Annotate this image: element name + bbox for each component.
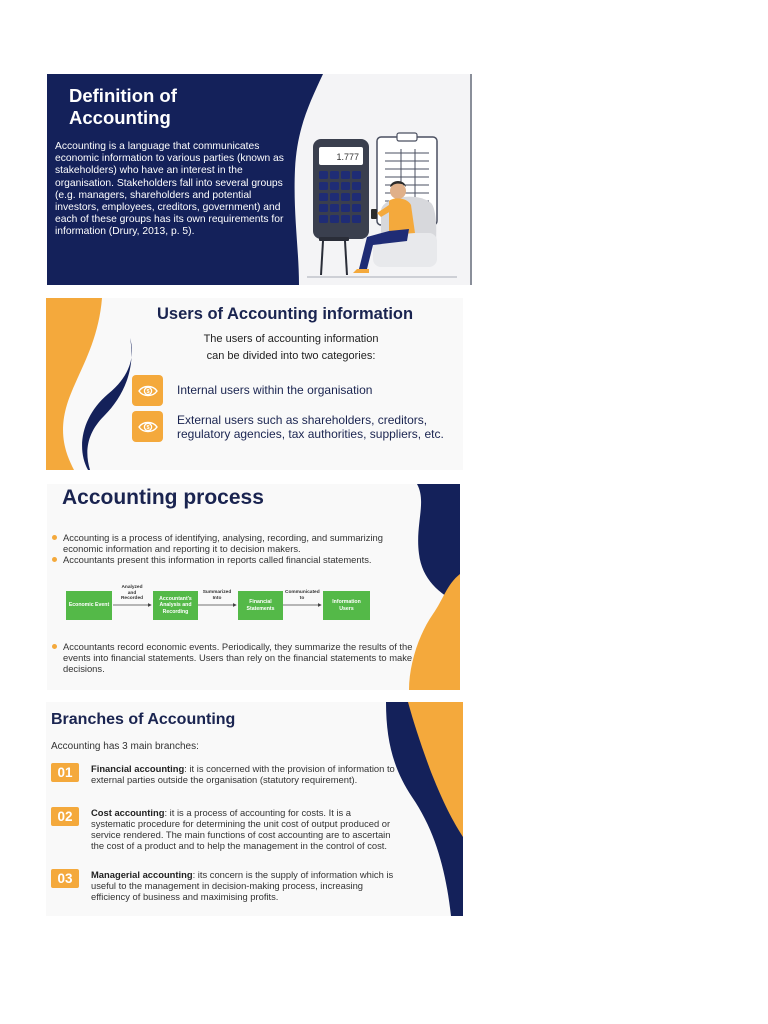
bullet-list [51,641,413,674]
branch-item [51,807,396,851]
flow-label-summarized: Summarized Into [202,590,232,601]
flow-label-analyzed: Analyzed and Recorded [120,585,144,602]
list-item [132,411,463,442]
flow-label-communicated: Communicated to [285,590,320,601]
flow-box-financial-statements: Financial Statements [238,591,283,620]
item-text: Internal users within the organisation [177,383,373,397]
bullet-item: Accountants record economic events. Periodically, they summarize the results of the events into financial statements. Users than rely on the financial statements to make decisions. [51,641,413,674]
bullet-item: Accountants present this information in reports called financial statements. [51,554,413,565]
item-text: External users such as shareholders, creditors, regulatory agencies, tax authorities, suppliers, etc. [177,413,444,441]
slide-subtitle: The users of accounting information can be divided into two categories: [203,333,379,362]
branch-number: 02 [51,807,79,826]
slide-title: Users of Accounting information [157,305,414,323]
branch-text: Cost accounting: it is a process of accounting for costs. It is a systematic procedure for determining the unit cost of output produced or service rendered. The main functions of cost accounting are to ascertain the cost of a product and to help the management in the control of cost. [91,807,391,851]
branch-number: 03 [51,869,79,888]
branch-text: Financial accounting: it is concerned with the provision of information to external parties outside the organisation (statutory requirement). [91,763,395,785]
svg-text:$: $ [145,424,150,431]
slide-users-of-accounting [46,298,463,470]
eye-money-icon [132,375,163,406]
definition-text: Accounting is a language that communicates economic information to various parties (known as stakeholders) who have an interest in the organisation. Stakeholders fall into several groups (e.g. managers, shareholders and potential investors, employees, creditors, government) and each of these groups has its own requirements for information (Drury, 2013, p. 5). [55,141,284,238]
branch-text: Managerial accounting: its concern is the supply of information which is useful to the management in decision-making process, increasing efficiency of business and maximising profits. [91,869,394,902]
slide-branches-of-accounting [46,702,463,916]
divider-line [470,74,472,285]
svg-text:$: $ [145,388,150,395]
slide-subtitle: Accounting has 3 main branches: [51,741,199,752]
calculator-display: 1.777 [336,152,359,162]
accountant-illustration [297,129,462,279]
branch-item [51,869,396,902]
list-item [132,375,372,406]
slide-title: Accounting process [62,486,264,509]
slide-accounting-process [47,484,460,690]
slide-definition-of-accounting [47,74,472,285]
slide-title: Branches of Accounting [51,711,236,728]
branch-number: 01 [51,763,79,782]
branch-item [51,763,396,785]
flow-box-economic-event: Economic Event [66,591,112,620]
eye-money-icon [132,411,163,442]
flow-box-analysis: Accountant's Analysis and Recording [153,591,198,620]
bullet-list [51,532,413,565]
slide-title: Definition of Accounting [69,85,177,128]
flow-box-information-users: Information Users [323,591,370,620]
bullet-item: Accounting is a process of identifying, analysing, recording, and summarizing economic information and reporting it to decision makers. [51,532,413,554]
